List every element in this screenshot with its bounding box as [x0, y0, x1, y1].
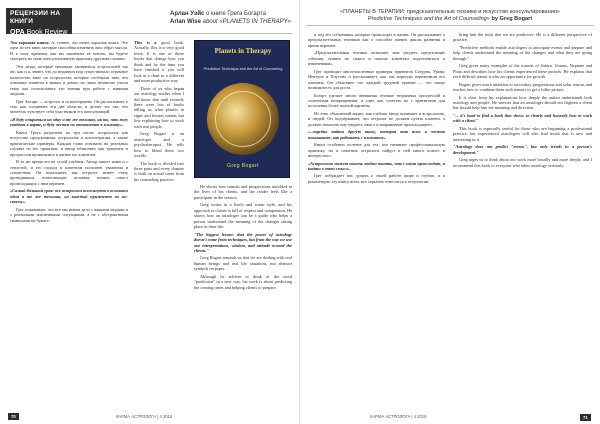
cover-author: Greg Bogart [227, 163, 259, 169]
pull-quote: «Самый большой урок: все астрологи используют в основном одни и те же техники, но каждый применяет их по-своему». [10, 188, 128, 205]
header-title-ru: «ПЛАНЕТЫ В ТЕРАПИИ: предсказательные техники и искусство консультирования» [340, 9, 560, 15]
pull-quote: «Астрология может помочь людям понять, что с ними происходит, и найти в этом смысл». [308, 160, 445, 171]
paragraph: Those of us who began our astrology studies when I did know that until recently there were lots of books telling us what planets in signs and houses meant, but few explaining how to work with real people. [134, 85, 184, 129]
section-label-ru: РЕЦЕНЗИИ НА КНИГИ [10, 10, 61, 25]
right-column-2 [453, 32, 592, 412]
header-title-en [306, 16, 594, 23]
cover-subtitle: Predictive Technique and the Art of Counseling [203, 67, 283, 71]
section-label-en [10, 28, 68, 37]
lead-text: А, точнее, это очень хорошая книга. Это одна из тех книг, которые способны изменить ваш образ мысли. И к тому времени, как вы закончите её читать, вы будете смотреть на свою консультативную практику другими глазами. [10, 40, 128, 62]
pull-quote: «Я буду опираться на одну и ту же технику, на то, что могу увидеть в карте, и буду честен по отношению к клиенту». [10, 116, 128, 128]
paragraph: Bogart gives much attention to secondary progressions and solar returns and teaches how to combine them with transits to get a fuller picture. [453, 81, 592, 93]
paragraph: Эти люди, которые начинали заниматься астрологией так же, как и я, знают, что до недавних пор существовало огромное количество книг по астрологии, которые сообщали нам, что означают планеты в знаках и домах, но лишь немногие учили тому, как использовать эти знания при работе с живыми людьми. [10, 63, 128, 97]
pull-quote: "The biggest lesson: that the power of astrology doesn't come from techniques, but from the way we use our interpretations, wisdom, and attitude toward the clients." [194, 231, 292, 253]
header-right [306, 9, 594, 23]
paragraph: Богарт уделяет много внимания технике вторичных прогрессий и солнечным возвращениям, и учит, как сочетать их с транзитами для получения более полной картины. [308, 92, 445, 109]
author-line-en [170, 18, 298, 26]
paragraph: It is clear from his explanations how deeply the author understands both astrology and people. He stresses that an astrologer should not frighten a client but should help him see meaning and direction. [453, 94, 592, 111]
paragraph: и под его событиями, которые происходят в жизни. Он рассказывает о предсказательных техниках как о способах понять циклы развития и время перемен. [308, 32, 445, 48]
cover-title: Planets in Therapy [214, 47, 272, 55]
paragraph: Книга особенно полезна для тех, кто начинает профессиональную практику, но и опытные астрологи найдут в ней много нового и интересного. [308, 142, 445, 159]
cover-ring [215, 91, 271, 147]
paragraph: bring him the tools that we are predictive. He is a different perspective of practice. [453, 32, 592, 43]
pull-quote: «...трудно найти другую книгу, которая так ясно и честно показывает, как работать с клиентом». [308, 129, 445, 140]
paragraph: Грег показывает, что все мы имеем дело с живыми людьми и с реальными жизненными ситуациями, а не с абстрактными символами на бумаге. [10, 206, 128, 223]
magazine-name-left: КАРМА АСТРОЛОГА | 4 2016 [115, 414, 173, 419]
book-cover [194, 40, 290, 178]
magazine-name-right: КАРМА АСТРОЛОГА | 4 2016 [370, 414, 427, 419]
paragraph: Greg urges us to think about our work more broadly and more deeply, and I recommend this book to everyone who takes astrology seriously. [453, 157, 592, 168]
author-rest-ru: о книге Грега Богарта [206, 11, 266, 17]
section-label-en-suffix: Book Review [26, 29, 68, 36]
left-column-2 [134, 40, 184, 412]
paragraph: Greg Bogart is an astrologer and a psychotherapist. He tells how to blend these two worlds. [134, 131, 184, 159]
paragraph: В то же время это не сухой учебник. Автор пишет живо и с теплотой, и его подход к клиентам исполнен уважения и сочувствия. Он показывает, как астролог может стать проводником, помогающим человеку понять смысл происходящих с ним перемен. [10, 159, 128, 186]
section-label [6, 8, 72, 34]
header-divider-right [306, 25, 594, 26]
paragraph: Из этих объяснений видно, как глубоко автор понимает и астрологию, и людей. Он подчёркивает, что астролог не должен пугать клиента, а должен помогать ему увидеть смысл и направление происходящего. [308, 110, 445, 127]
author-block [170, 10, 298, 26]
paragraph: "Predictive methods enable astrologers to anticipate events and prepare and help clients understand the meaning of the changes and what they are going through." [453, 44, 592, 61]
lead-text: good book. Actually, this is a very good book. It is one of those books that change how you think and by the time you have finished it you will look at a chart in a different and more productive way. [134, 40, 184, 84]
paragraph: This book is especially useful for those who are beginning a professional practice, but experienced astrologers will also find much that is new and interesting in it. [453, 125, 592, 142]
lead-paragraph [134, 40, 184, 84]
pull-quote: "... it's hard to find a book that shows so clearly and honestly how to work with a client." [453, 112, 592, 124]
author-name-ru: Арлан Уэйс [170, 11, 205, 17]
paragraph: Грег побуждает нас думать о своей работе шире и глубже, и я рекомендую эту книгу всем, кто серьёзно относится к астрологии. [308, 173, 445, 184]
right-column-1 [308, 32, 445, 412]
right-page [300, 0, 600, 424]
section-label-en-prefix: OPA [10, 29, 25, 36]
header-divider-left [72, 33, 292, 34]
left-column-3 [194, 184, 292, 412]
pull-quote: "Astrology does not predict "events", but only trends in a person's development." [453, 144, 592, 155]
paragraph: He shows how transits and progressions unfolded in the lives of his clients, and the reader feels like a participant in the session. [194, 184, 292, 200]
footer-left [8, 414, 172, 419]
lead-paragraph [10, 40, 128, 62]
lead-bold: Это хорошая книга. [10, 40, 50, 45]
paragraph: Greg writes in a lively and warm style, and his approach to clients is full of respect and compassion. He shows how an astrologer can be a guide who helps a person understand the meaning of the changes taking place in their life. [194, 202, 292, 230]
page-number-left: 70 [8, 413, 19, 420]
paragraph: Although he advises to think of the word "prediction" in a new way, his work is about predicting the coming times and helping clients to prepare. [194, 273, 292, 290]
paragraph: Greg Bogart reminds us that we are dealing with real human beings and real life situations, not abstract symbols on paper. [194, 255, 292, 272]
lead-bold: This is a [134, 40, 157, 45]
paragraph: The book is divided into three parts and every chapter is built on actual cases from his counseling practice. [134, 160, 184, 182]
left-column-1 [10, 40, 128, 412]
paragraph: Грег Богарт — астролог и психотерапевт. Он рассказывает о том, как соединить эти две области, и делает это так, что читатель чувствует себя участником его консультаций. [10, 98, 128, 115]
paragraph: Грег приводит многочисленные примеры транзитов Сатурна, Урана, Нептуна и Плутона и рассказывает, как эти периоды переживали его клиенты. Он объясняет, что каждый трудный транзит — это также возможность для роста. [308, 68, 445, 91]
author-rest-en: about «PLANETS IN THERAPY» [202, 19, 292, 25]
author-name-en: Arlan Wise [170, 19, 201, 25]
footer-right [370, 414, 592, 419]
author-line-ru [170, 10, 298, 18]
page-number-right: 71 [580, 414, 591, 421]
header-title-en-text: Predictive Techniques and the Art of Counseling» [367, 16, 490, 22]
paragraph: Книга Грега разделена на три части: астрология как искусство предсказания, астрология и психотерапия, а также практические примеры. Каждая глава основана на реальных случаях из его практики, и автор объясняет, как транзиты и прогрессии проявлялись в жизни его клиентов. [10, 129, 128, 157]
paragraph: Greg gives many examples of the transits of Saturn, Uranus, Neptune and Pluto and describes how his clients experienced these periods. He explains that each difficult transit is also an opportunity for growth. [453, 63, 592, 80]
paragraph: «Предсказательная техника позволяет нам увидеть предстоящие события, понять их смысл и помочь клиентам подготовиться к изменениям». [308, 50, 445, 67]
header-title-en-by: by Greg Bogart [491, 16, 533, 22]
